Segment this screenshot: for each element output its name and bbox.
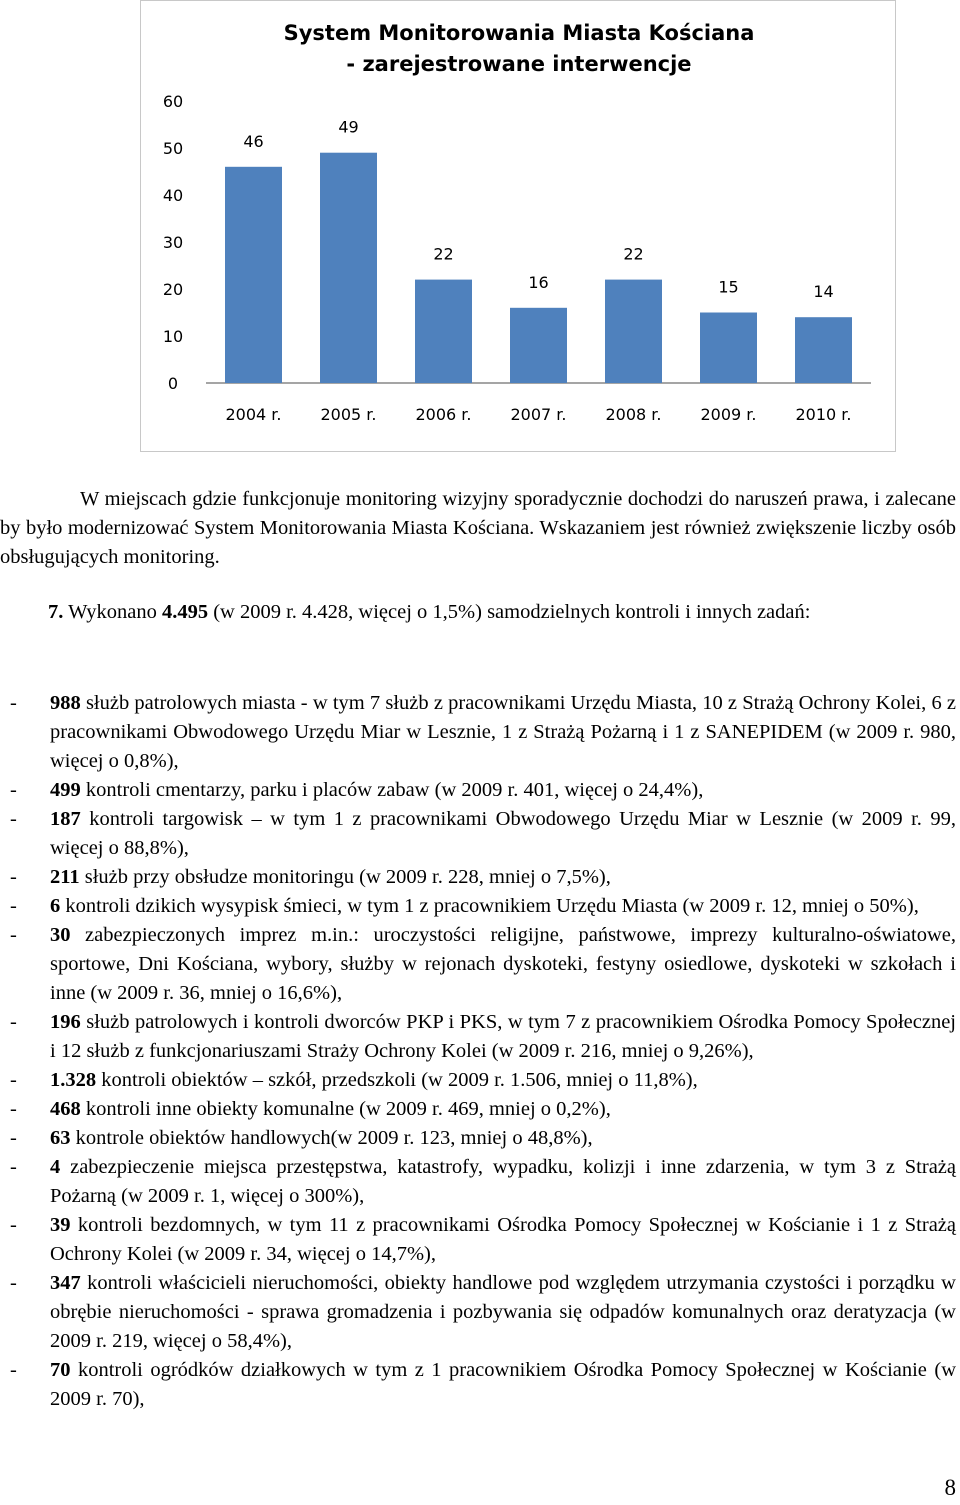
list-item-text: służb patrolowych miasta - w tym 7 służb z pracownikami Urzędu Miasta, 10 z Strażą Ochrony Kolei, 6 z pracownikami Obwodowego Urzędu Miar w Lesznie, 1 z Strażą Pożarną i 1 z SANEPIDEM (w 2009 r. 980, więcej o 0,8%), [50,692,956,772]
list-item-text: kontroli inne obiekty komunalne (w 2009 r. 469, mniej o 0,2%), [80,1098,611,1120]
data-label: 22 [433,244,454,264]
list-item [0,1269,956,1356]
list-item-count: 347 [50,1272,81,1294]
list-item-count: 468 [50,1098,81,1120]
list-bullet: - [10,692,17,714]
chart-title: System Monitorowania Miasta Kościana [283,21,755,45]
y-tick-label: 50 [162,139,184,158]
list-bullet: - [10,1098,17,1120]
list-bullet: - [10,1214,17,1236]
list-item-text: kontroli ogródków działkowych w tym z 1 pracownikiem Ośrodka Pomocy Społecznej w Kościanie (w 2009 r. 70), [50,1359,956,1410]
list-bullet: - [10,1272,17,1294]
list-item [0,863,956,892]
list-bullet: - [10,1359,17,1381]
list-item-count: 187 [50,808,81,830]
list-item [0,892,956,921]
list-item-count: 211 [50,866,80,888]
list-item [0,1095,956,1124]
list-item [0,805,956,863]
y-tick-label: 0 [167,374,179,393]
bar-chart [141,1,897,453]
bar [510,308,567,383]
list-item-count: 6 [50,895,61,917]
list-item [0,1211,956,1269]
list-item-count: 39 [50,1214,71,1236]
y-tick-label: 60 [162,92,184,111]
list-bullet: - [10,779,17,801]
list-item [0,1356,956,1414]
x-tick-label: 2005 r. [320,405,377,424]
list-item-count: 70 [50,1359,71,1381]
list-bullet: - [10,1127,17,1149]
list-item [0,1153,956,1211]
data-label: 15 [718,277,739,297]
y-tick-label: 40 [162,186,184,205]
bar [605,280,662,383]
section-lead: Wykonano [68,601,157,623]
bar [700,313,757,384]
list-bullet: - [10,1011,17,1033]
list-item-text: kontroli targowisk – w tym 1 z pracownikami Obwodowego Urzędu Miar w Lesznie (w 2009 r. 99, więcej o 88,8%), [50,808,956,859]
chart-container [140,0,896,452]
activity-list [0,689,956,1414]
x-tick-label: 2010 r. [795,405,852,424]
y-tick-label: 20 [162,280,184,299]
bar [320,153,377,383]
list-item-count: 63 [50,1127,71,1149]
page-number: 8 [944,1475,956,1500]
list-bullet: - [10,1156,17,1178]
list-bullet: - [10,808,17,830]
list-item-count: 30 [50,924,71,946]
list-item [0,689,956,776]
data-label: 16 [528,272,549,292]
intro-paragraph [0,485,956,572]
list-item [0,1066,956,1095]
list-item-text: kontrole obiektów handlowych(w 2009 r. 123, mniej o 48,8%), [70,1127,593,1149]
x-tick-label: 2006 r. [415,405,472,424]
list-item-text: służb patrolowych i kontroli dworców PKP i PKS, w tym 7 z pracownikiem Ośrodka Pomocy Społecznej i 12 służb z funkcjonariuszami Straży Ochrony Kolei (w 2009 r. 216, mniej o 9,26%), [50,1011,956,1062]
list-item-text: zabezpieczonych imprez m.in.: uroczystości religijne, państwowe, imprezy kulturalno-oświatowe, sportowe, Dni Kościana, wybory, służby w rejonach dyskoteki, festyny osiedlowe, dyskoteki w szkołach i inne (w 2009 r. 36, mniej o 16,6%), [50,924,956,1004]
list-bullet: - [10,895,17,917]
list-item-text: służb przy obsłudze monitoringu (w 2009 r. 228, mniej o 7,5%), [79,866,611,888]
x-tick-label: 2008 r. [605,405,662,424]
bar [225,167,282,383]
list-item-text: kontroli dzikich wysypisk śmieci, w tym 1 z pracownikiem Urzędu Miasta (w 2009 r. 12, mniej o 50%), [60,895,919,917]
x-tick-label: 2007 r. [510,405,567,424]
x-tick-label: 2004 r. [225,405,282,424]
list-item-count: 196 [50,1011,81,1033]
list-item-text: kontroli cmentarzy, parku i placów zabaw (w 2009 r. 401, więcej o 24,4%), [80,779,704,801]
bar [415,280,472,383]
list-bullet: - [10,866,17,888]
chart-subtitle: - zarejestrowane interwencje [346,52,692,76]
list-item [0,921,956,1008]
data-label: 49 [338,117,359,137]
section-heading [48,598,956,627]
data-label: 46 [243,131,264,151]
list-item-text: kontroli bezdomnych, w tym 11 z pracownikami Ośrodka Pomocy Społecznej w Kościanie i 1 z Strażą Ochrony Kolei (w 2009 r. 34, więcej o 14,7%), [50,1214,956,1265]
list-item-count: 1.328 [50,1069,97,1091]
list-item-count: 4 [50,1156,61,1178]
list-item-count: 988 [50,692,81,714]
list-bullet: - [10,1069,17,1091]
list-item [0,1008,956,1066]
section-rest: (w 2009 r. 4.428, więcej o 1,5%) samodzielnych kontroli i innych zadań: [213,601,811,623]
list-item-count: 499 [50,779,81,801]
list-item-text: zabezpieczenie miejsca przestępstwa, katastrofy, wypadku, kolizji i inne zdarzenia, w tym 3 z Strażą Pożarną (w 2009 r. 1, więcej o 300%), [50,1156,956,1207]
x-tick-label: 2009 r. [700,405,757,424]
list-item-text: kontroli obiektów – szkół, przedszkoli (w 2009 r. 1.506, mniej o 11,8%), [96,1069,698,1091]
data-label: 22 [623,244,644,264]
list-item [0,776,956,805]
list-item-text: kontroli właścicieli nieruchomości, obiekty handlowe pod względem utrzymania czystości i porządku w obrębie nieruchomości - sprawa gromadzenia i pozbywania się odpadów komunalnych oraz deratyzacja (w 2009 r. 219, więcej o 58,4%), [50,1272,956,1352]
bar [795,317,852,383]
y-tick-label: 30 [162,233,184,252]
list-bullet: - [10,924,17,946]
intro-text: W miejscach gdzie funkcjonuje monitoring wizyjny sporadycznie dochodzi do naruszeń prawa, i zalecane by było modernizować System Monitorowania Miasta Kościana. Wskazaniem jest również zwiększenie liczby osób obsługujących monitoring. [0,488,956,568]
section-count: 4.495 [161,601,209,623]
data-label: 14 [813,282,834,302]
y-tick-label: 10 [162,327,184,346]
section-number: 7. [48,601,64,623]
list-item [0,1124,956,1153]
